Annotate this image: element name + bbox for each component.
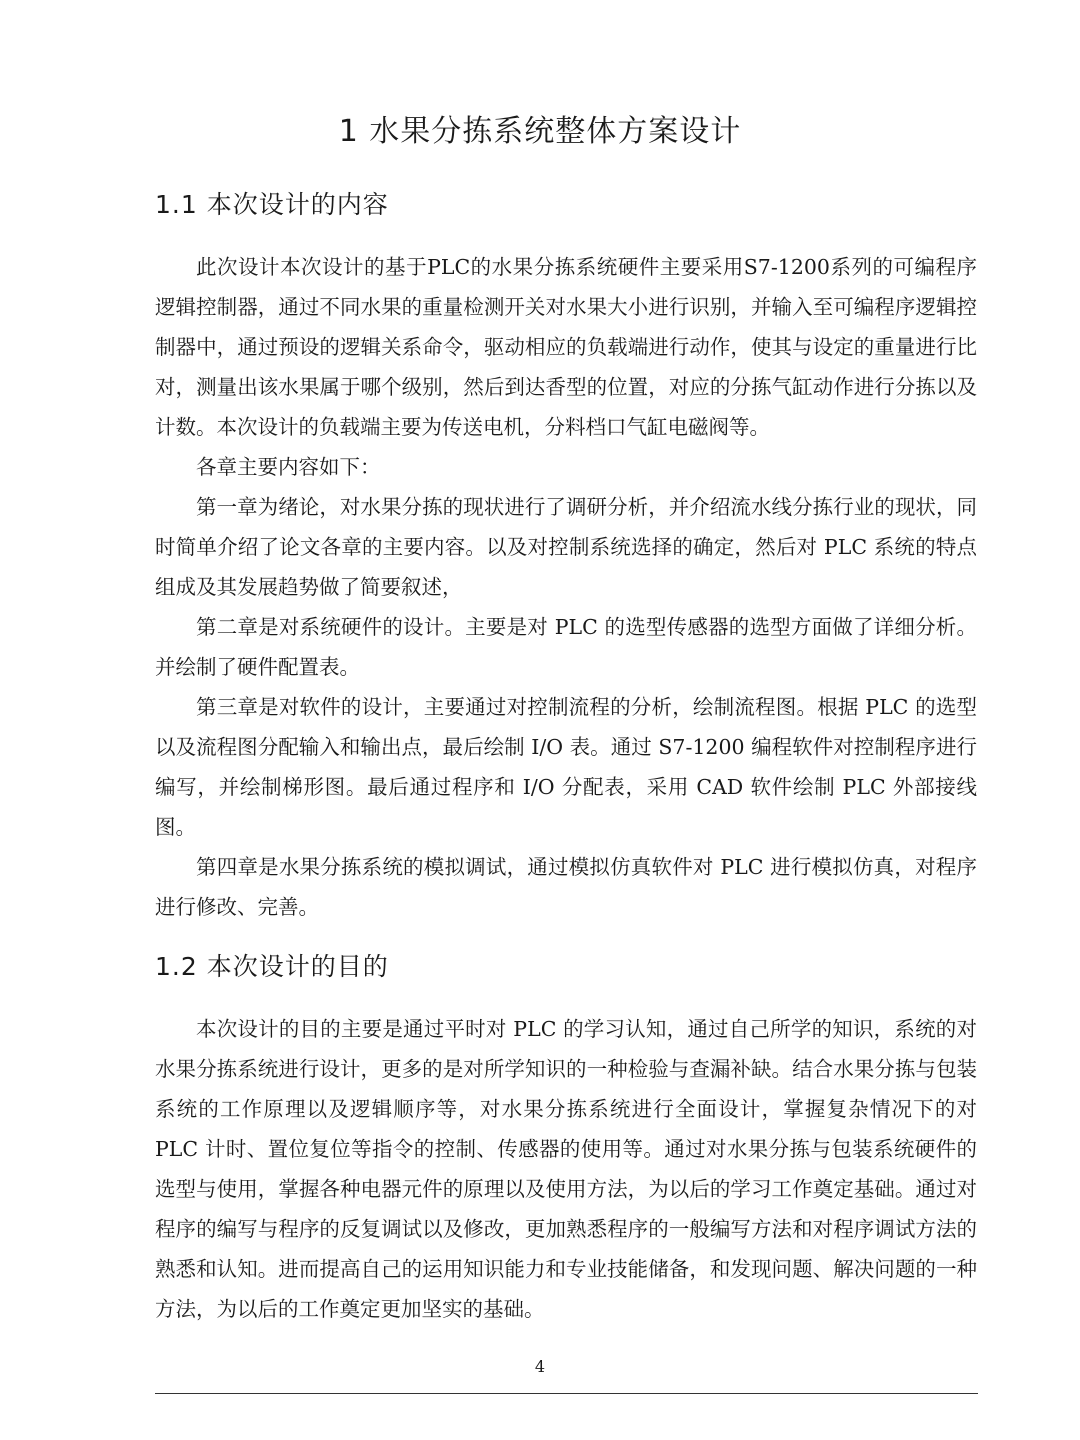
section-1-1-body <box>155 247 977 927</box>
paragraph: 各章主要内容如下： <box>196 455 381 479</box>
paragraph: 此次设计本次设计的基于PLC的水果分拣系统硬件主要采用S7-1200系列的可编程序逻辑控制器，通过不同水果的重量检测开关对水果大小进行识别，并输入至可编程序逻辑控制器中，通过预设的逻辑关系命令，驱动相应的负载端进行动作，使其与设定的重量进行比对，测量出该水果属于哪个级别，然后到达香型的位置，对应的分拣气缸动作进行分拣以及计数。本次设计的负载端主要为传送电机，分料档口气缸电磁阀等。 <box>155 255 977 439</box>
paragraph: 第四章是水果分拣系统的模拟调试，通过模拟仿真软件对 PLC 进行模拟仿真，对程序进行修改、完善。 <box>155 855 977 919</box>
section-heading-1-2: 1.2 本次设计的目的 <box>155 952 389 981</box>
paragraph: 本次设计的目的主要是通过平时对 PLC 的学习认知，通过自己所学的知识，系统的对水果分拣系统进行设计，更多的是对所学知识的一种检验与查漏补缺。结合水果分拣与包装系统的工作原理以及逻辑顺序等，对水果分拣系统进行全面设计，掌握复杂情况下的对 PLC 计时、置位复位等指令的控制、传感器的使用等。通过对水果分拣与包装系统硬件的选型与使用，掌握各种电器元件的原理以及使用方法，为以后的学习工作奠定基础。通过对程序的编写与程序的反复调试以及修改，更加熟悉程序的一般编写方法和对程序调试方法的熟悉和认知。进而提高自己的运用知识能力和专业技能储备，和发现问题、解决问题的一种方法，为以后的工作奠定更加坚实的基础。 <box>155 1017 977 1321</box>
footer-divider <box>155 1393 978 1394</box>
page-number: 4 <box>534 1357 546 1376</box>
paragraph: 第二章是对系统硬件的设计。主要是对 PLC 的选型传感器的选型方面做了详细分析。并绘制了硬件配置表。 <box>155 615 977 679</box>
chapter-title: 1 水果分拣系统整体方案设计 <box>338 114 742 149</box>
section-heading-1-1: 1.1 本次设计的内容 <box>155 190 389 219</box>
paragraph: 第三章是对软件的设计，主要通过对控制流程的分析，绘制流程图。根据 PLC 的选型以及流程图分配输入和输出点，最后绘制 I/O 表。通过 S7-1200 编程软件对控制程序进行编写，并绘制梯形图。最后通过程序和 I/O 分配表，采用 CAD 软件绘制 PLC 外部接线图。 <box>155 695 977 839</box>
paragraph: 第一章为绪论，对水果分拣的现状进行了调研分析，并介绍流水线分拣行业的现状，同时简单介绍了论文各章的主要内容。以及对控制系统选择的确定，然后对 PLC 系统的特点组成及其发展趋势做了简要叙述， <box>155 495 977 599</box>
section-1-2-body <box>155 1009 977 1329</box>
